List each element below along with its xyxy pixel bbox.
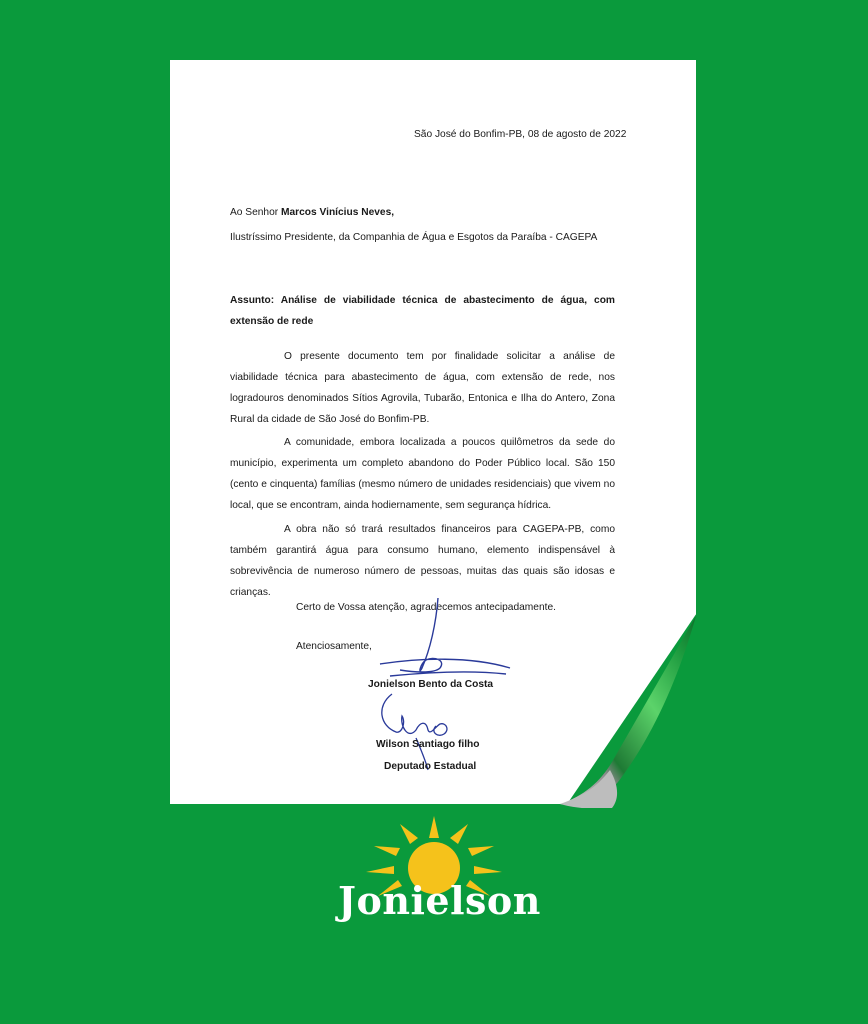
body-paragraph-2: A comunidade, embora localizada a poucos quilômetros da sede do município, experimenta um completo abandono do Poder Público local. São 150 (cento e cinquenta) famílias (mesmo número de unidades residenciais) que vivem no local, que se encontram, ainda hodiernamente, sem segurança hídrica. xyxy=(230,437,615,511)
body-paragraph-1: O presente documento tem por finalidade solicitar a análise de viabilidade técnica para abastecimento de água, com extensão de rede, nos logradouros denominados Sítios Agrovila, Tubarão, Entonica e Ilha do Antero, Zona Rural da cidade de São José do Bonfim-PB. xyxy=(230,351,615,425)
recipient-title: Ilustríssimo Presidente, da Companhia de Água e Esgotos da Paraíba - CAGEPA xyxy=(230,232,598,243)
recipient-line xyxy=(230,202,394,223)
regards-line: Atenciosamente, xyxy=(296,641,372,652)
letter-date: São José do Bonfim-PB, 08 de agosto de 2022 xyxy=(414,129,627,140)
letter-subject: Assunto: Análise de viabilidade técnica de abastecimento de água, com extensão de rede xyxy=(230,295,615,327)
body-paragraph-3: A obra não só trará resultados financeiros para CAGEPA-PB, como também garantirá água para consumo humano, elemento indispensável à sobrevivência de numeroso número de pessoas, muitas das quais são idosas e crianças. xyxy=(230,524,615,598)
signatory-2-name: Wilson Santiago filho xyxy=(376,739,480,750)
page-curl xyxy=(560,612,700,808)
salutation-prefix: Ao Senhor xyxy=(230,207,279,218)
signatory-1-name: Jonielson Bento da Costa xyxy=(368,679,494,690)
logo-wordmark: Jonielson xyxy=(338,878,541,923)
closing-line: Certo de Vossa atenção, agradecemos antecipadamente. xyxy=(296,602,556,613)
recipient-name: Marcos Vinícius Neves, xyxy=(281,207,395,218)
signatory-2-role: Deputado Estadual xyxy=(384,761,477,772)
